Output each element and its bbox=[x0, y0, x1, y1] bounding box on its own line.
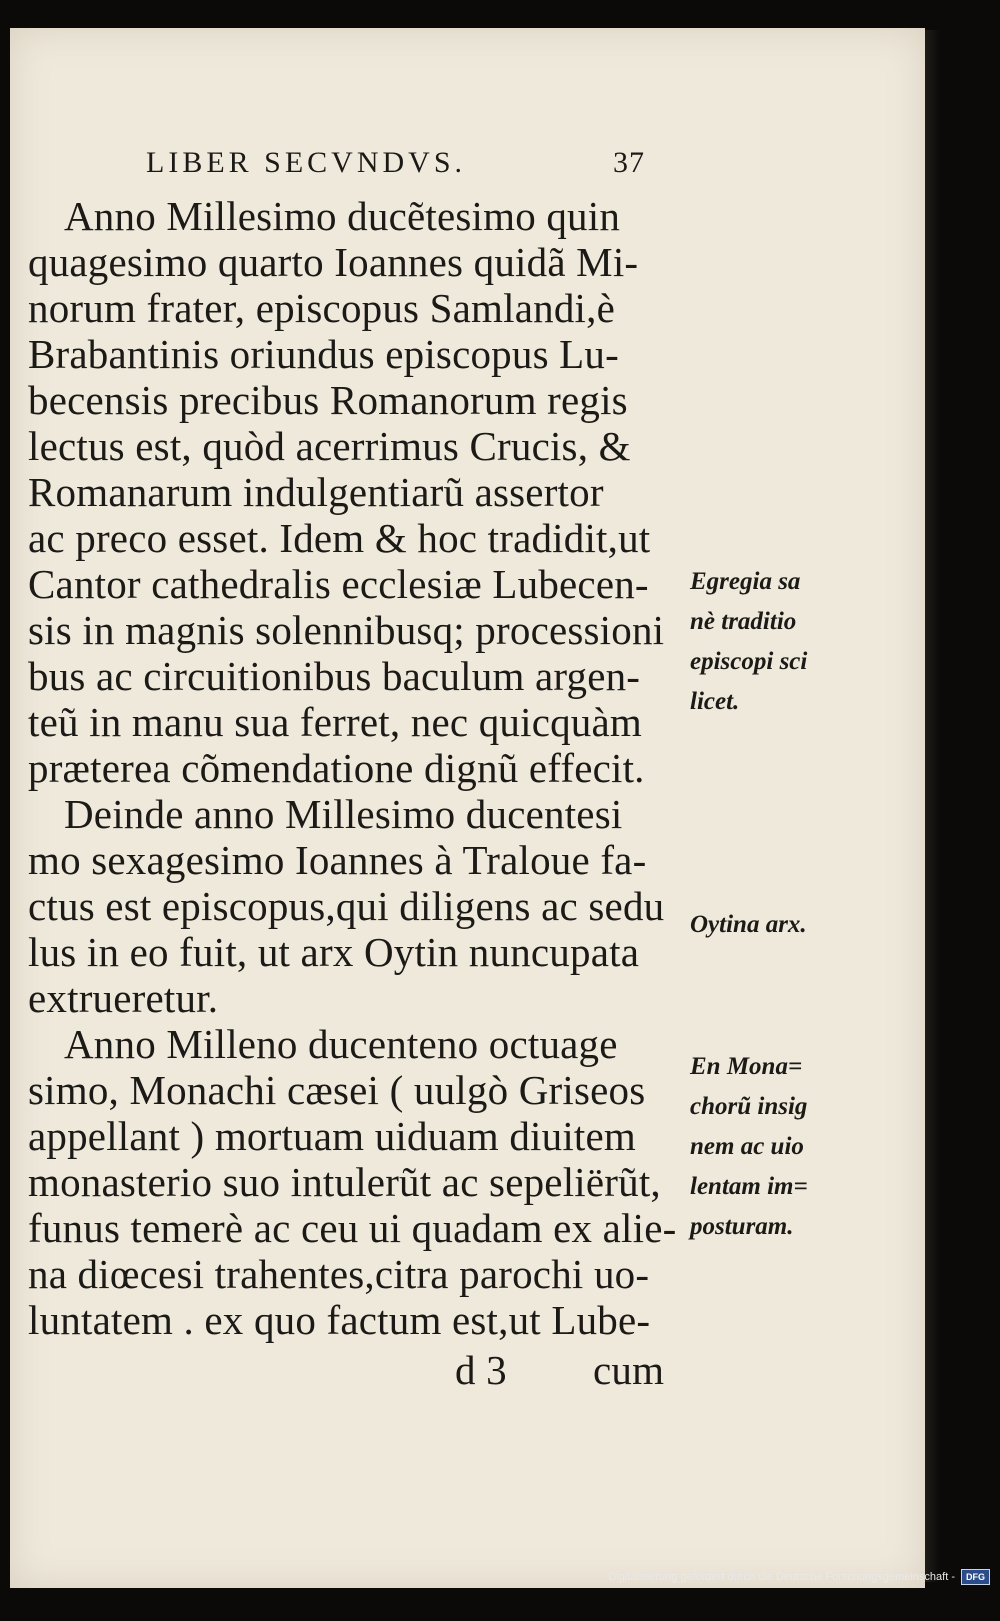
text-line: mo sexagesimo Ioannes à Traloue fa- bbox=[28, 837, 647, 883]
text-line: bus ac circuitionibus baculum argen- bbox=[28, 653, 641, 699]
text-line: Deinde anno Millesimo ducentesi bbox=[64, 791, 623, 837]
margin-note: lentam im= bbox=[690, 1173, 808, 1200]
text-line: Anno Millesimo ducẽtesimo quin bbox=[64, 193, 621, 239]
margin-note: licet. bbox=[690, 688, 740, 715]
signature-mark: d 3 bbox=[455, 1347, 507, 1393]
running-title: LIBER SECVNDVS. bbox=[146, 146, 467, 179]
text-line: ac preco esset. Idem & hoc tradidit,ut bbox=[28, 515, 651, 561]
page-number: 37 bbox=[613, 146, 645, 179]
text-line: teũ in manu sua ferret, nec quicquàm bbox=[28, 699, 642, 745]
text-line: becensis precibus Romanorum regis bbox=[28, 377, 628, 423]
book-page bbox=[10, 28, 925, 1588]
margin-note: episcopi sci bbox=[690, 648, 808, 675]
text-line: ctus est episcopus,qui diligens ac sedu bbox=[28, 883, 665, 929]
margin-note: En Mona= bbox=[690, 1053, 803, 1080]
text-line: extrueretur. bbox=[28, 975, 219, 1021]
text-line: na diœcesi trahentes,citra parochi uo- bbox=[28, 1251, 650, 1297]
margin-note: nem ac uio bbox=[690, 1133, 804, 1160]
text-line: luntatem . ex quo factum est,ut Lube- bbox=[28, 1297, 651, 1343]
text-line: norum frater, episcopus Samlandi,è bbox=[28, 285, 615, 331]
dfg-logo: DFG bbox=[961, 1569, 990, 1585]
credit-text: Digitalisierung gefördert durch die Deutsche Forschungsgemeinschaft - bbox=[608, 1571, 955, 1583]
text-line: lus in eo fuit, ut arx Oytin nuncupata bbox=[28, 929, 640, 975]
margin-note: nè traditio bbox=[690, 608, 797, 635]
text-line: funus temerè ac ceu ui quadam ex alie- bbox=[28, 1205, 677, 1251]
text-line: Cantor cathedralis ecclesiæ Lubecen- bbox=[28, 561, 649, 607]
text-line: appellant ) mortuam uiduam diuitem bbox=[28, 1113, 636, 1159]
text-line: Anno Milleno ducenteno octuage bbox=[64, 1021, 618, 1067]
text-line: præterea cõmendatione dignũ effecit. bbox=[28, 745, 645, 791]
text-line: simo, Monachi cæsei ( uulgò Griseos bbox=[28, 1067, 646, 1113]
text-line: Romanarum indulgentiarũ assertor bbox=[28, 469, 604, 515]
margin-note: posturam. bbox=[690, 1213, 794, 1240]
text-line: monasterio suo intulerũt ac sepeliërũt, bbox=[28, 1159, 661, 1205]
digitization-credit bbox=[608, 1568, 990, 1586]
margin-note: Oytina arx. bbox=[690, 911, 807, 938]
text-line: quagesimo quarto Ioannes quidã Mi- bbox=[28, 239, 639, 285]
text-line: Brabantinis oriundus episcopus Lu- bbox=[28, 331, 619, 377]
text-line: sis in magnis solennibusq; processioni bbox=[28, 607, 665, 653]
margin-note: Egregia sa bbox=[690, 568, 801, 595]
text-line: lectus est, quòd acerrimus Crucis, & bbox=[28, 423, 631, 469]
catchword: cum bbox=[593, 1347, 665, 1393]
margin-note: chorũ insig bbox=[690, 1093, 808, 1120]
